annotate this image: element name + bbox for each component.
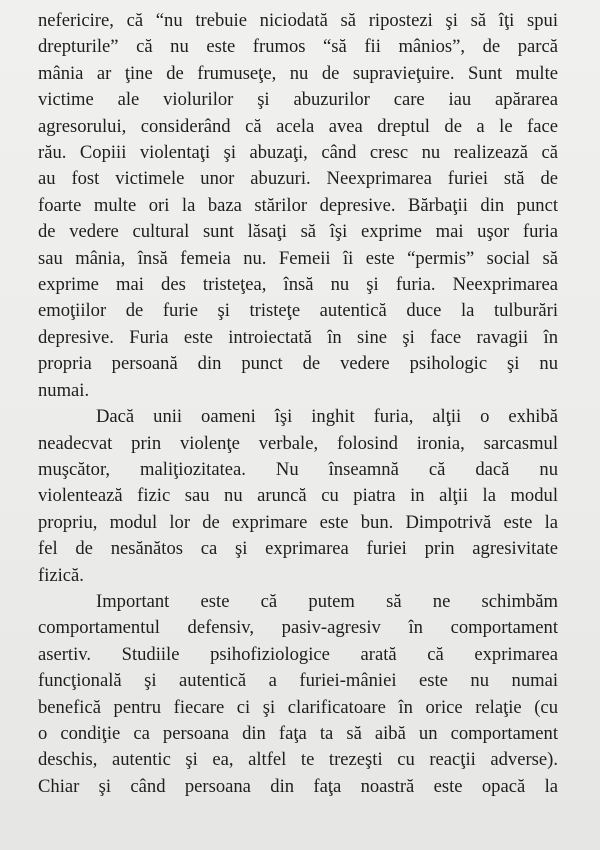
text-line: drepturile” că nu este frumos “să fii mânios”, de parcă: [38, 36, 558, 58]
text-line: numai.: [38, 379, 90, 401]
text-line: sau mânia, însă femeia nu. Femeii îi este “permis” social să: [38, 247, 558, 269]
book-page: [38, 8, 558, 800]
text-line: exprime mai des tristeţea, însă nu şi furia. Neexprimarea: [38, 274, 558, 296]
text-line: depresive. Furia este introiectată în sine şi face ravagii în: [38, 326, 558, 348]
text-line: asertiv. Studiile psihofiziologice arată că exprimarea: [38, 643, 558, 665]
text-line: agresorului, considerând că acela avea dreptul de a le face: [38, 115, 558, 137]
text-line: mânia ar ţine de frumuseţe, nu de supravieţuire. Sunt multe: [38, 62, 558, 84]
text-line: propria persoană din punct de vedere psihologic şi nu: [38, 353, 558, 375]
text-line: rău. Copiii violentaţi şi abuzaţi, când cresc nu realizează că: [38, 142, 558, 164]
text-line: au fost victimele unor abuzuri. Neexprimarea furiei stă de: [38, 168, 558, 190]
text-line: de vedere cultural sunt lăsaţi să îşi exprime mai uşor furia: [38, 221, 558, 243]
text-line: fizică.: [38, 564, 84, 586]
text-line: propriu, modul lor de exprimare este bun. Dimpotrivă este la: [38, 511, 558, 533]
text-line: foarte multe ori la baza stărilor depresive. Bărbaţii din punct: [38, 194, 558, 216]
text-line: fel de nesănătos ca şi exprimarea furiei prin agresivitate: [38, 538, 558, 560]
paragraph-3: [38, 589, 558, 800]
text-line: Dacă unii oameni îşi inghit furia, alţii o exhibă: [96, 406, 558, 428]
text-line: violentează fizic sau nu aruncă cu piatra in alţii la modul: [38, 485, 558, 507]
paragraph-2: [38, 404, 558, 589]
text-line: benefică pentru fiecare ci şi clarificatoare în orice relaţie (cu: [38, 696, 558, 718]
paragraph-1: [38, 8, 558, 404]
text-line: o condiţie ca persoana din faţa ta să aibă un comportament: [38, 722, 558, 744]
text-line: emoţiilor de furie şi tristeţe autentică duce la tulburări: [38, 300, 558, 322]
text-line: victime ale violurilor şi abuzurilor care iau apărarea: [38, 89, 558, 111]
text-line: comportamentul defensiv, pasiv-agresiv în comportament: [38, 617, 558, 639]
text-line: neadecvat prin violenţe verbale, folosind ironia, sarcasmul: [38, 432, 558, 454]
text-line: Important este că putem să ne schimbăm: [96, 590, 558, 612]
text-line: deschis, autentic şi ea, altfel te trezeşti cu reacţii adverse).: [38, 749, 558, 771]
text-line: funcţională şi autentică a furiei-mâniei este nu numai: [38, 670, 558, 692]
text-line: nefericire, că “nu trebuie niciodată să ripostezi şi să îţi spui: [38, 10, 558, 31]
text-line: Chiar şi când persoana din faţa noastră este opacă la: [38, 775, 558, 797]
text-line: muşcător, maliţiozitatea. Nu înseamnă că dacă nu: [38, 458, 558, 480]
